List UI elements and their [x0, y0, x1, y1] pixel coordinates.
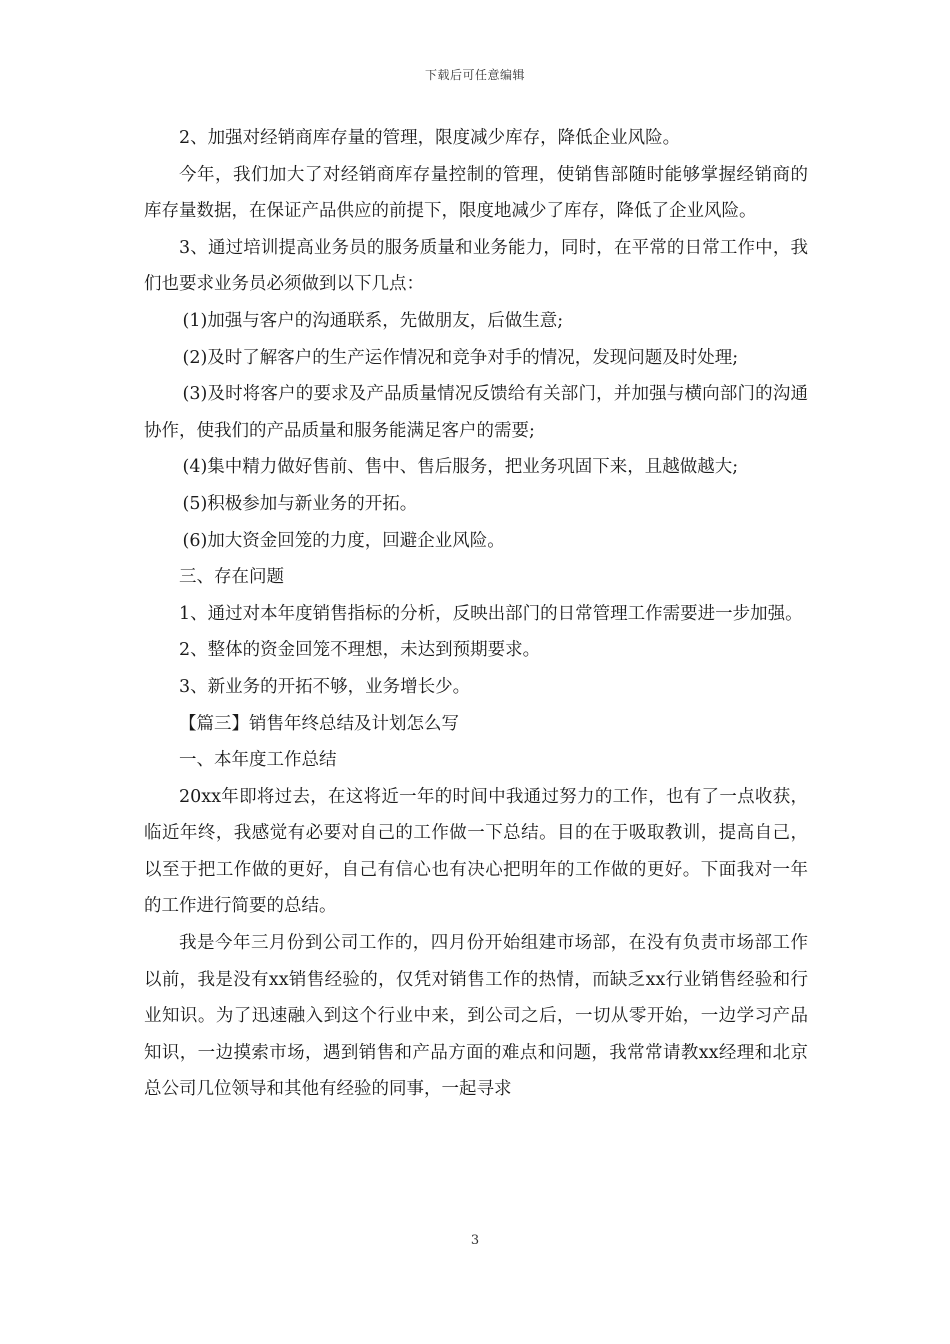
paragraph-inventory-detail: 今年，我们加大了对经销商库存量控制的管理，使销售部随时能够掌握经销商的库存量数据，在保证产品供应的前提下，限度地减少了库存，降低了企业风险。 [144, 164, 808, 222]
problem-item-3: 3、新业务的开拓不够，业务增长少。 [179, 676, 471, 697]
page-header: 下载后可任意编辑 [424, 68, 525, 82]
paragraph-work-history: 我是今年三月份到公司工作的，四月份开始组建市场部，在没有负责市场部工作以前，我是没有xx销售经验的，仅凭对销售工作的热情，而缺乏xx行业销售经验和行业知识。为了迅速融入到这个行业中来，到公司之后，一切从零开始，一边学习产品知识，一边摸索市场，遇到销售和产品方面的难点和问题，我常常请教xx经理和北京总公司几位领导和其他有经验的同事，一起寻求 [144, 933, 808, 1100]
list-item-1: (1)加强与客户的沟通联系，先做朋友，后做生意; [182, 310, 564, 331]
problem-item-1: 1、通过对本年度销售指标的分析，反映出部门的日常管理工作需要进一步加强。 [179, 603, 803, 624]
list-item-2: (2)及时了解客户的生产运作情况和竞争对手的情况，发现问题及时处理; [182, 347, 739, 368]
list-item-6: (6)加大资金回笼的力度，回避企业风险。 [182, 530, 505, 551]
section-heading-summary: 一、本年度工作总结 [179, 750, 337, 771]
list-item-5: (5)积极参加与新业务的开拓。 [182, 493, 418, 514]
section-heading-problems: 三、存在问题 [179, 567, 284, 588]
paragraph-inventory-point: 2、加强对经销商库存量的管理，限度减少库存，降低企业风险。 [179, 128, 681, 148]
chapter-heading: 【篇三】销售年终总结及计划怎么写 [179, 713, 459, 734]
list-item-3: (3)及时将客户的要求及产品质量情况反馈给有关部门，并加强与横向部门的沟通协作，使我们的产品质量和服务能满足客户的需要; [144, 384, 808, 441]
paragraph-training-point: 3、通过培训提高业务员的服务质量和业务能力，同时，在平常的日常工作中，我们也要求业务员必须做到以下几点： [144, 237, 808, 295]
paragraph-year-intro: 20xx年即将过去，在这将近一年的时间中我通过努力的工作，也有了一点收获，临近年终，我感觉有必要对自己的工作做一下总结。目的在于吸取教训，提高自己，以至于把工作做的更好，自己有信心也有决心把明年的工作做的更好。下面我对一年的工作进行简要的总结。 [144, 786, 808, 917]
problem-item-2: 2、整体的资金回笼不理想，未达到预期要求。 [179, 640, 541, 661]
document-body [144, 120, 808, 1108]
page-number: 3 [470, 1233, 480, 1248]
list-item-4: (4)集中精力做好售前、售中、售后服务，把业务巩固下来，且越做越大; [182, 457, 739, 478]
